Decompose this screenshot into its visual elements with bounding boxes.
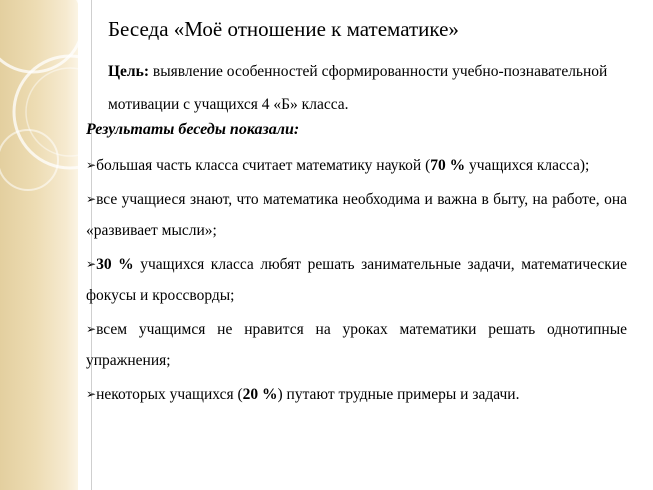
- list-item: ➢большая часть класса считает математику наукой (70 % учащихся класса);: [86, 157, 590, 174]
- goal-text: выявление особенностей сформированности учебно-познавательной мотивации с учащихся 4 «Б» класса.: [108, 63, 608, 113]
- slide-title: Беседа «Моё отношение к математике»: [108, 17, 459, 41]
- list-item: ➢все учащиеся знают, что математика необходима и важна в быту, на работе, она «развивает мысли»;: [86, 191, 627, 239]
- decorative-side-panel: [0, 0, 78, 490]
- arrow-bullet-icon: ➢: [86, 192, 97, 206]
- list-item: ➢30 % учащихся класса любят решать занимательные задачи, математические фокусы и кроссворды;: [86, 256, 627, 304]
- arrow-bullet-icon: ➢: [86, 158, 97, 172]
- list-item: ➢всем учащимся не нравится на уроках математики решать однотипные упражнения;: [86, 321, 627, 369]
- results-list: [86, 150, 627, 413]
- arrow-bullet-icon: ➢: [86, 257, 97, 271]
- arrow-bullet-icon: ➢: [86, 387, 97, 401]
- list-item: ➢некоторых учащихся (20 %) путают трудные примеры и задачи.: [86, 386, 520, 403]
- arrow-bullet-icon: ➢: [86, 322, 97, 336]
- goal-label: Цель:: [108, 63, 149, 80]
- results-heading: Результаты беседы показали:: [86, 121, 300, 138]
- goal-paragraph: [108, 55, 628, 121]
